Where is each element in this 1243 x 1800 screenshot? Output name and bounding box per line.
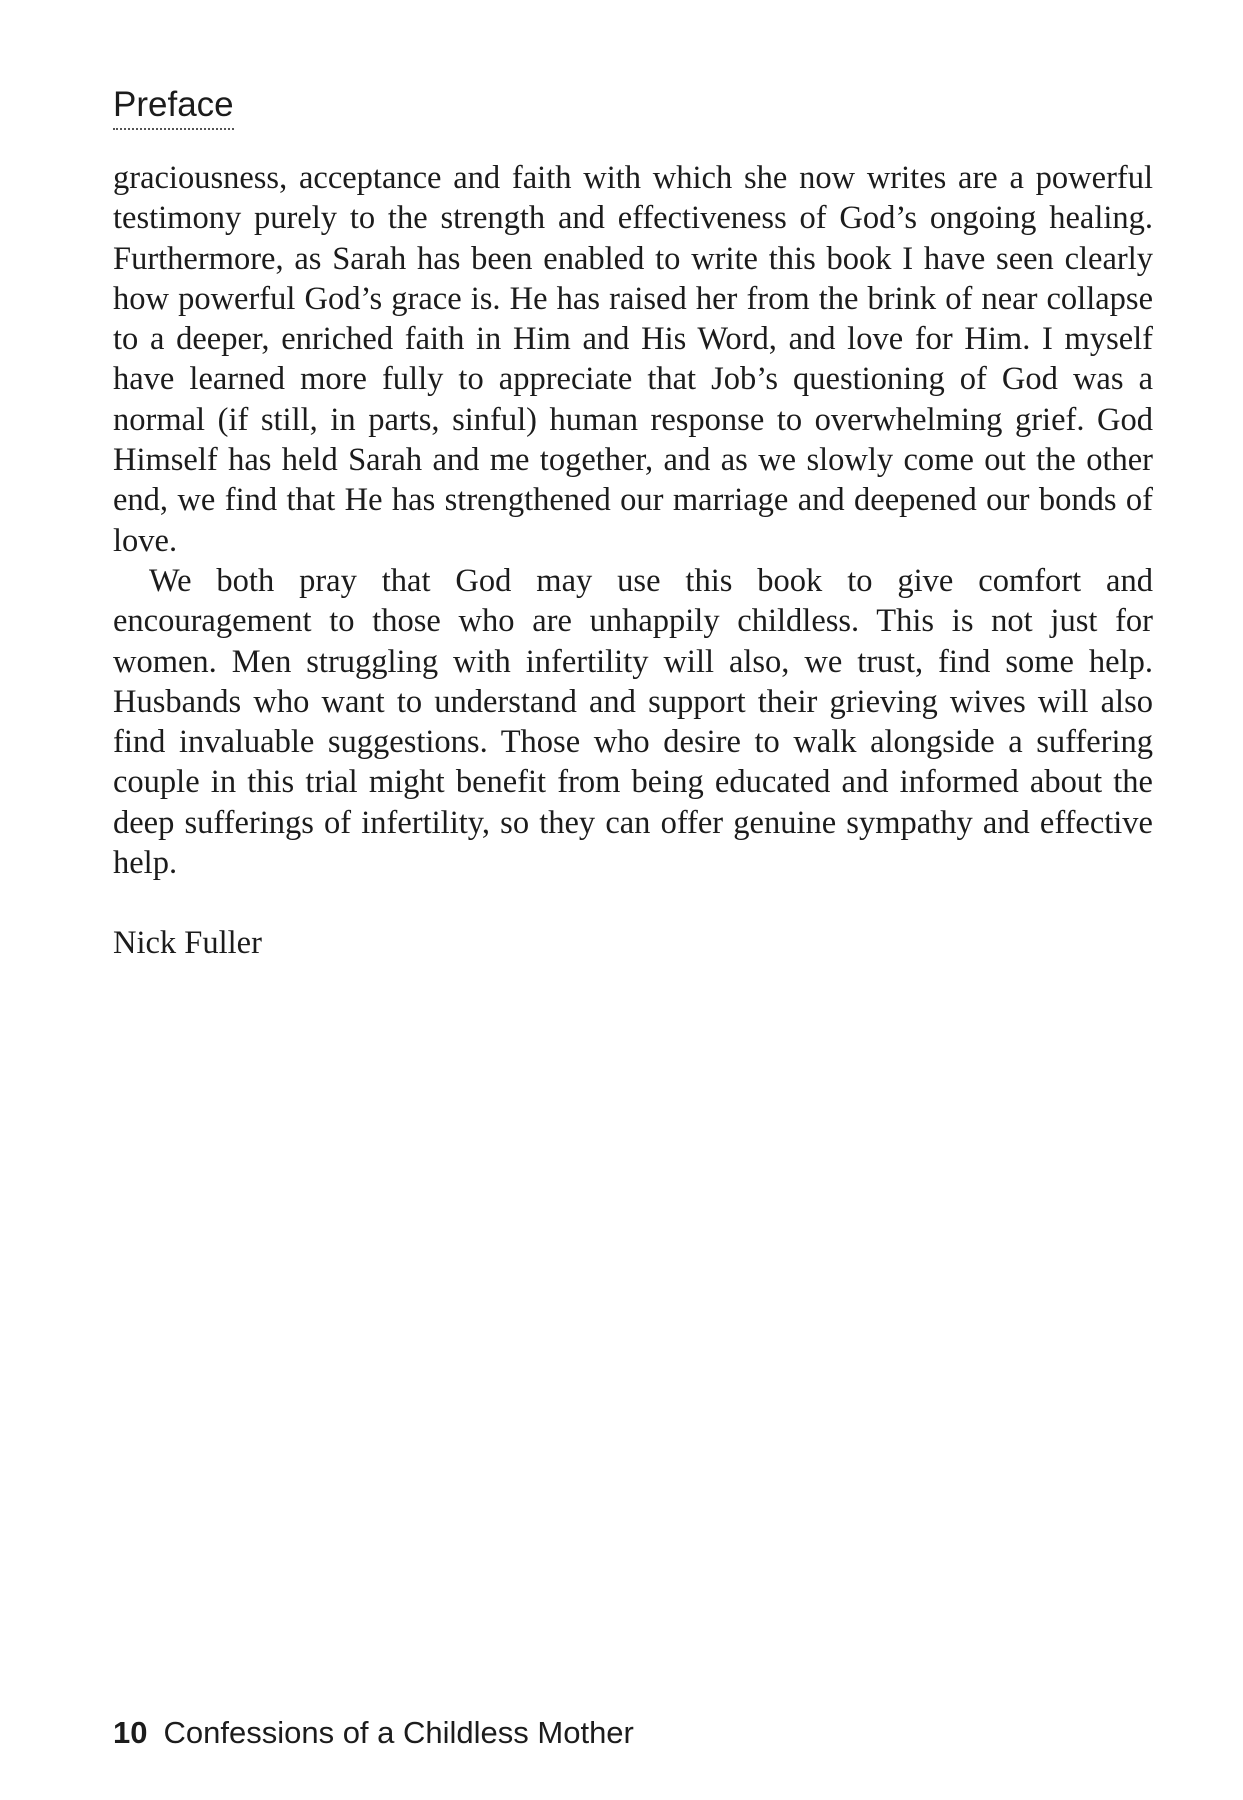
running-head-title: Preface xyxy=(113,84,234,130)
signature: Nick Fuller xyxy=(113,925,262,962)
page-footer xyxy=(113,1714,634,1752)
paragraph-1: graciousness, acceptance and faith with which she now writes are a powerful testimony purely to the strength and effectiveness of God’s ongoing healing. Furthermore, as Sarah has been enabled to write this book I have seen clearly how powerful God’s grace is. He has raised her from the brink of near collapse to a deeper, enriched faith in Him and His Word, and love for Him. I myself have learned more fully to appreciate that Job’s questioning of God was a normal (if still, in parts, sinful) human response to overwhelming grief. God Himself has held Sarah and me together, and as we slowly come out the other end, we find that He has strengthened our marriage and deepened our bonds of love. xyxy=(113,160,1153,559)
paragraph-2: We both pray that God may use this book to give comfort and encouragement to those who are unhappily childless. This is not just for women. Men struggling with infertility will also, we trust, find some help. Husbands who want to understand and support their grieving wives will also find invaluable suggestions. Those who desire to walk alongside a suffering couple in this trial might benefit from being educated and informed about the deep sufferings of infertility, so they can offer genuine sympathy and effective help. xyxy=(113,562,1153,882)
book-title: Confessions of a Childless Mother xyxy=(163,1715,634,1750)
page-number: 10 xyxy=(113,1715,148,1750)
body-text xyxy=(113,158,1153,964)
